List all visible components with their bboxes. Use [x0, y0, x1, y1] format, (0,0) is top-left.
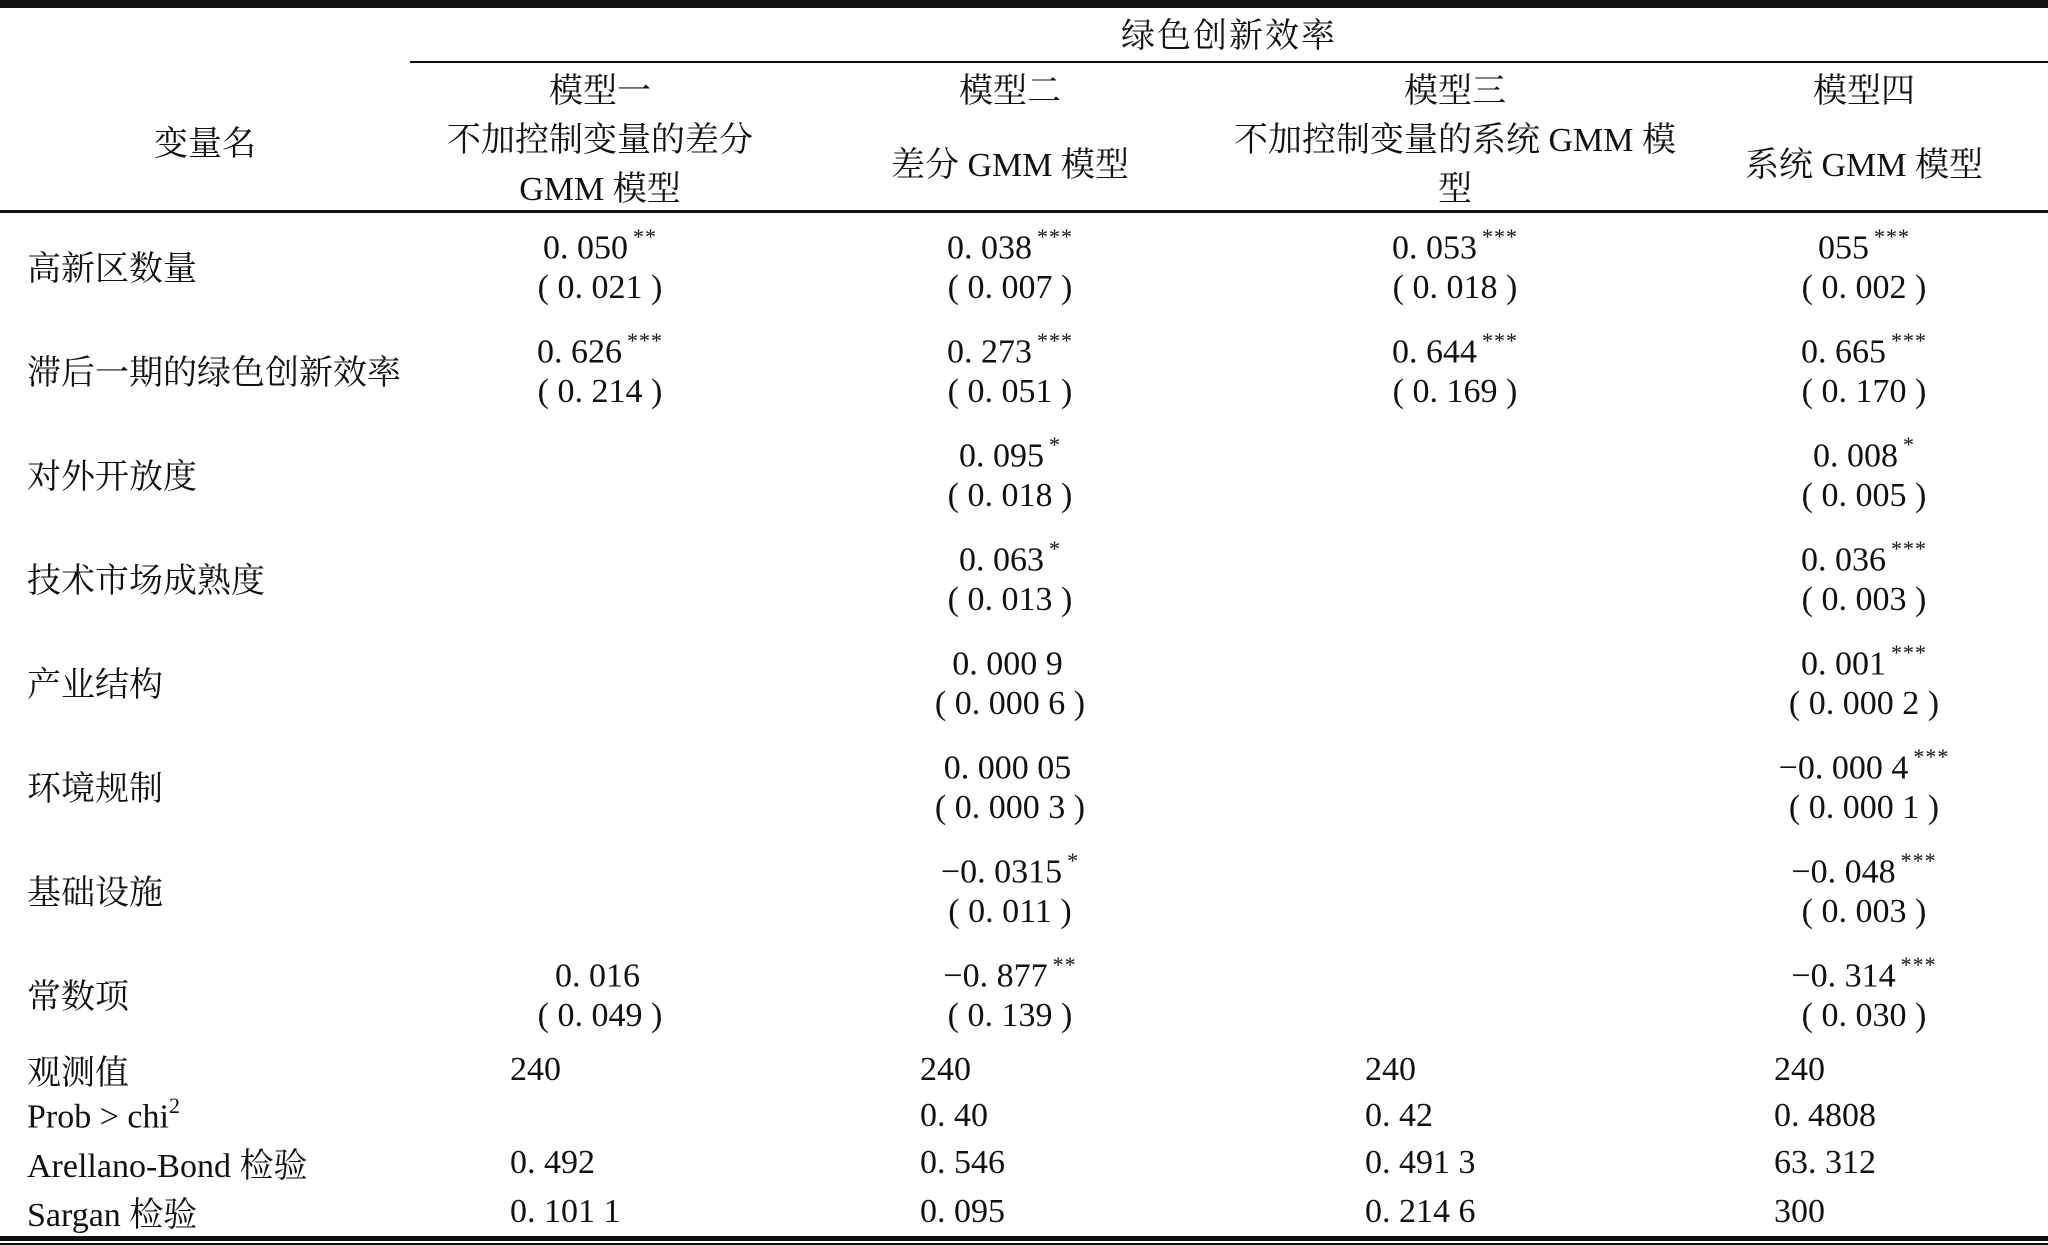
coef-value: 0. 626 — [537, 333, 622, 371]
stat-value: 0. 095 — [920, 1192, 1005, 1230]
coef-value: −0. 048 — [1791, 853, 1896, 891]
row-label: 常数项 — [27, 978, 129, 1016]
std-error: ( 0. 011 ) — [948, 893, 1072, 930]
table-body — [0, 212, 2048, 1239]
significance-stars: *** — [1891, 536, 1927, 561]
model-1-cell — [410, 212, 790, 318]
coef-line — [410, 525, 790, 577]
col-header-model-3: 模型三 — [1404, 73, 1506, 110]
model-2-cell — [790, 733, 1230, 837]
model-2-cell — [790, 1094, 1230, 1138]
coef-line — [1680, 837, 2048, 889]
coef-value: 0. 063 — [959, 541, 1044, 579]
significance-stars: *** — [1482, 224, 1518, 249]
std-error: ( 0. 051 ) — [947, 373, 1073, 410]
coef-line — [1680, 421, 2048, 473]
significance-stars: ** — [633, 224, 657, 249]
coef-value: 0. 050 — [543, 229, 628, 267]
model-4-cell — [1680, 525, 2048, 629]
stat-value: 0. 546 — [920, 1143, 1005, 1181]
std-error — [1230, 473, 1680, 525]
model-3-cell — [1230, 212, 1680, 318]
table-row — [0, 837, 2048, 941]
row-label: 产业结构 — [27, 666, 163, 704]
coef-line — [1230, 525, 1680, 577]
table-row — [0, 421, 2048, 525]
coef-value: 0. 038 — [947, 229, 1032, 267]
model-2-cell — [790, 629, 1230, 733]
std-error — [410, 785, 790, 837]
model-4-cell — [1680, 941, 2048, 1045]
significance-stars: * — [1049, 536, 1061, 561]
col-header-model-4: 模型四 — [1813, 73, 1915, 110]
coef-value: 0. 095 — [959, 437, 1044, 475]
std-error — [410, 889, 790, 941]
table-header — [0, 4, 2048, 212]
stat-label-text: Prob > chi — [27, 1098, 169, 1136]
stat-value: 240 — [1365, 1050, 1416, 1088]
std-error — [1230, 681, 1680, 733]
significance-stars: * — [1903, 432, 1915, 457]
significance-stars: *** — [627, 328, 663, 353]
row-label: 环境规制 — [27, 770, 163, 808]
model-2-cell — [790, 317, 1230, 421]
coef-value: 0. 053 — [1392, 229, 1477, 267]
stat-value: 240 — [510, 1050, 561, 1088]
coef-value: −0. 000 4 — [1778, 749, 1909, 787]
significance-stars: *** — [1900, 848, 1937, 873]
table-row — [0, 733, 2048, 837]
coef-value: 0. 000 05 — [943, 749, 1072, 787]
table-row — [0, 317, 2048, 421]
model-2-cell — [790, 525, 1230, 629]
significance-stars: * — [1067, 848, 1080, 873]
stat-label — [0, 1094, 410, 1138]
coef-line — [410, 421, 790, 473]
std-error: ( 0. 021 ) — [537, 269, 663, 306]
coef-line — [410, 213, 790, 265]
stat-value: 63. 312 — [1774, 1143, 1876, 1181]
coef-line — [790, 629, 1230, 681]
stat-value: 0. 42 — [1365, 1097, 1433, 1134]
model-2-cell — [790, 1138, 1230, 1187]
coef-value: −0. 877 — [943, 957, 1048, 995]
model-1-cell — [410, 629, 790, 733]
coef-value: 0. 665 — [1801, 333, 1886, 371]
coef-value: 0. 008 — [1813, 437, 1898, 475]
stat-label — [0, 1138, 410, 1187]
std-error: ( 0. 049 ) — [537, 997, 663, 1034]
stat-row-prob-chi2 — [0, 1094, 2048, 1138]
model-3-cell — [1230, 837, 1680, 941]
coef-value: 0. 644 — [1392, 333, 1477, 371]
std-error — [410, 681, 790, 733]
stat-value: 0. 214 6 — [1365, 1192, 1476, 1230]
coef-line — [410, 629, 790, 681]
model-2-cell — [790, 212, 1230, 318]
model-3-cell — [1230, 421, 1680, 525]
model-3-cell — [1230, 525, 1680, 629]
stat-value: 0. 101 1 — [510, 1192, 621, 1230]
std-error: ( 0. 030 ) — [1801, 997, 1927, 1034]
coef-value: 055 — [1818, 229, 1869, 267]
significance-stars: *** — [1891, 640, 1927, 665]
stat-row-observations — [0, 1045, 2048, 1094]
model-1-cell — [410, 1187, 790, 1239]
coef-line — [790, 213, 1230, 265]
col-header-model-2: 模型二 — [959, 73, 1061, 110]
model-1-cell — [410, 1045, 790, 1094]
std-error: ( 0. 139 ) — [947, 997, 1073, 1034]
model-3-cell — [1230, 1045, 1680, 1094]
model-4-cell — [1680, 212, 2048, 318]
std-error — [1230, 785, 1680, 837]
stat-row-sargan — [0, 1187, 2048, 1239]
significance-stars: *** — [1482, 328, 1518, 353]
coef-value: 0. 273 — [947, 333, 1032, 371]
stat-row-arellano-bond — [0, 1138, 2048, 1187]
coef-line — [1230, 941, 1680, 993]
significance-stars: *** — [1891, 328, 1927, 353]
model-2-cell — [790, 1045, 1230, 1094]
coef-line — [410, 733, 790, 785]
std-error — [1230, 577, 1680, 629]
coef-line — [1230, 837, 1680, 889]
spanner-empty-cell — [0, 4, 410, 62]
std-error: ( 0. 000 3 ) — [934, 789, 1086, 826]
stat-value: 240 — [1774, 1050, 1825, 1088]
model-4-cell — [1680, 629, 2048, 733]
stat-value: 300 — [1774, 1192, 1825, 1230]
coef-line — [410, 317, 790, 369]
model-1-cell — [410, 317, 790, 421]
table-row — [0, 629, 2048, 733]
model-3-description: 不加控制变量的系统 GMM 模型 — [1230, 112, 1680, 212]
coef-line — [790, 525, 1230, 577]
coef-line — [1230, 213, 1680, 265]
coef-line — [1230, 317, 1680, 369]
coef-line — [1680, 525, 2048, 577]
model-2-cell — [790, 421, 1230, 525]
model-2-cell — [790, 837, 1230, 941]
significance-stars: * — [1049, 432, 1061, 457]
std-error: ( 0. 005 ) — [1801, 477, 1927, 514]
coef-line — [1230, 629, 1680, 681]
coef-line — [410, 941, 790, 993]
std-error: ( 0. 000 2 ) — [1788, 685, 1940, 722]
model-4-cell — [1680, 837, 2048, 941]
model-1-cell — [410, 421, 790, 525]
stat-value: 240 — [920, 1050, 971, 1088]
std-error: ( 0. 214 ) — [537, 373, 663, 410]
stat-value: 0. 40 — [920, 1097, 988, 1134]
coef-line — [1680, 941, 2048, 993]
coef-value: 0. 016 — [555, 957, 640, 995]
row-label: 技术市场成熟度 — [27, 562, 265, 600]
significance-stars: ** — [1052, 952, 1077, 977]
model-4-description: 系统 GMM 模型 — [1680, 112, 2048, 212]
row-label: 对外开放度 — [27, 458, 197, 496]
significance-stars: *** — [1913, 744, 1950, 769]
stat-label-text: Arellano-Bond 检验 — [27, 1148, 308, 1185]
stat-label-text: Sargan 检验 — [27, 1197, 198, 1234]
std-error: ( 0. 018 ) — [947, 477, 1073, 514]
std-error — [1230, 889, 1680, 941]
model-4-cell — [1680, 1138, 2048, 1187]
table-row — [0, 525, 2048, 629]
model-4-cell — [1680, 1045, 2048, 1094]
significance-stars: *** — [1037, 328, 1073, 353]
coef-line — [790, 837, 1230, 889]
stat-label — [0, 1187, 410, 1239]
row-label: 基础设施 — [27, 874, 163, 912]
model-1-cell — [410, 733, 790, 837]
model-3-cell — [1230, 941, 1680, 1045]
stat-label — [0, 1045, 410, 1094]
model-1-cell — [410, 941, 790, 1045]
std-error: ( 0. 003 ) — [1801, 581, 1927, 618]
model-4-cell — [1680, 1094, 2048, 1138]
std-error: ( 0. 013 ) — [947, 581, 1073, 618]
model-2-cell — [790, 941, 1230, 1045]
model-2-cell — [790, 1187, 1230, 1239]
std-error — [410, 577, 790, 629]
std-error: ( 0. 169 ) — [1392, 373, 1518, 410]
coef-value: 0. 036 — [1801, 541, 1886, 579]
model-1-description: 不加控制变量的差分 GMM 模型 — [410, 112, 790, 212]
row-label: 滞后一期的绿色创新效率 — [27, 354, 401, 392]
model-1-cell — [410, 1094, 790, 1138]
std-error: ( 0. 003 ) — [1801, 893, 1927, 930]
model-1-cell — [410, 525, 790, 629]
model-3-cell — [1230, 629, 1680, 733]
coef-line — [790, 317, 1230, 369]
coef-line — [1680, 733, 2048, 785]
model-1-cell — [410, 1138, 790, 1187]
coef-line — [790, 733, 1230, 785]
stat-label-text: 观测值 — [27, 1055, 129, 1092]
model-3-cell — [1230, 1187, 1680, 1239]
stat-value: 0. 4808 — [1774, 1097, 1876, 1134]
significance-stars: *** — [1037, 224, 1073, 249]
model-2-description: 差分 GMM 模型 — [790, 112, 1230, 212]
row-label: 高新区数量 — [27, 250, 197, 288]
std-error: ( 0. 018 ) — [1392, 269, 1518, 306]
coef-value: 0. 000 9 — [952, 645, 1063, 683]
model-4-cell — [1680, 733, 2048, 837]
table-row — [0, 941, 2048, 1045]
coef-line — [1230, 421, 1680, 473]
stat-value: 0. 491 3 — [1365, 1143, 1476, 1181]
coef-line — [1680, 213, 2048, 265]
coef-value: −0. 314 — [1791, 957, 1896, 995]
coef-line — [1680, 629, 2048, 681]
col-header-model-1: 模型一 — [549, 73, 651, 110]
std-error: ( 0. 000 1 ) — [1788, 789, 1940, 826]
stat-label-sup: 2 — [168, 1093, 180, 1119]
std-error — [410, 473, 790, 525]
model-3-cell — [1230, 1138, 1680, 1187]
coef-line — [790, 941, 1230, 993]
model-3-cell — [1230, 1094, 1680, 1138]
coef-line — [410, 837, 790, 889]
stat-value: 0. 492 — [510, 1143, 595, 1181]
significance-stars: *** — [1874, 224, 1910, 249]
spanner-row — [0, 4, 2048, 62]
model-name-row — [0, 62, 2048, 112]
model-3-cell — [1230, 317, 1680, 421]
model-4-cell — [1680, 317, 2048, 421]
model-1-cell — [410, 837, 790, 941]
model-4-cell — [1680, 1187, 2048, 1239]
std-error: ( 0. 000 6 ) — [934, 685, 1086, 722]
std-error — [1230, 993, 1680, 1045]
col-header-variable-name: 变量名 — [0, 62, 410, 212]
std-error: ( 0. 002 ) — [1801, 269, 1927, 306]
coef-value: −0. 0315 — [940, 853, 1063, 891]
spanner-title: 绿色创新效率 — [410, 4, 2048, 62]
coef-line — [1230, 733, 1680, 785]
coef-value: 0. 001 — [1801, 645, 1886, 683]
coef-line — [790, 421, 1230, 473]
model-3-cell — [1230, 733, 1680, 837]
model-4-cell — [1680, 421, 2048, 525]
significance-stars: *** — [1900, 952, 1937, 977]
std-error: ( 0. 170 ) — [1801, 373, 1927, 410]
coef-line — [1680, 317, 2048, 369]
std-error: ( 0. 007 ) — [947, 269, 1073, 306]
table-row — [0, 212, 2048, 318]
